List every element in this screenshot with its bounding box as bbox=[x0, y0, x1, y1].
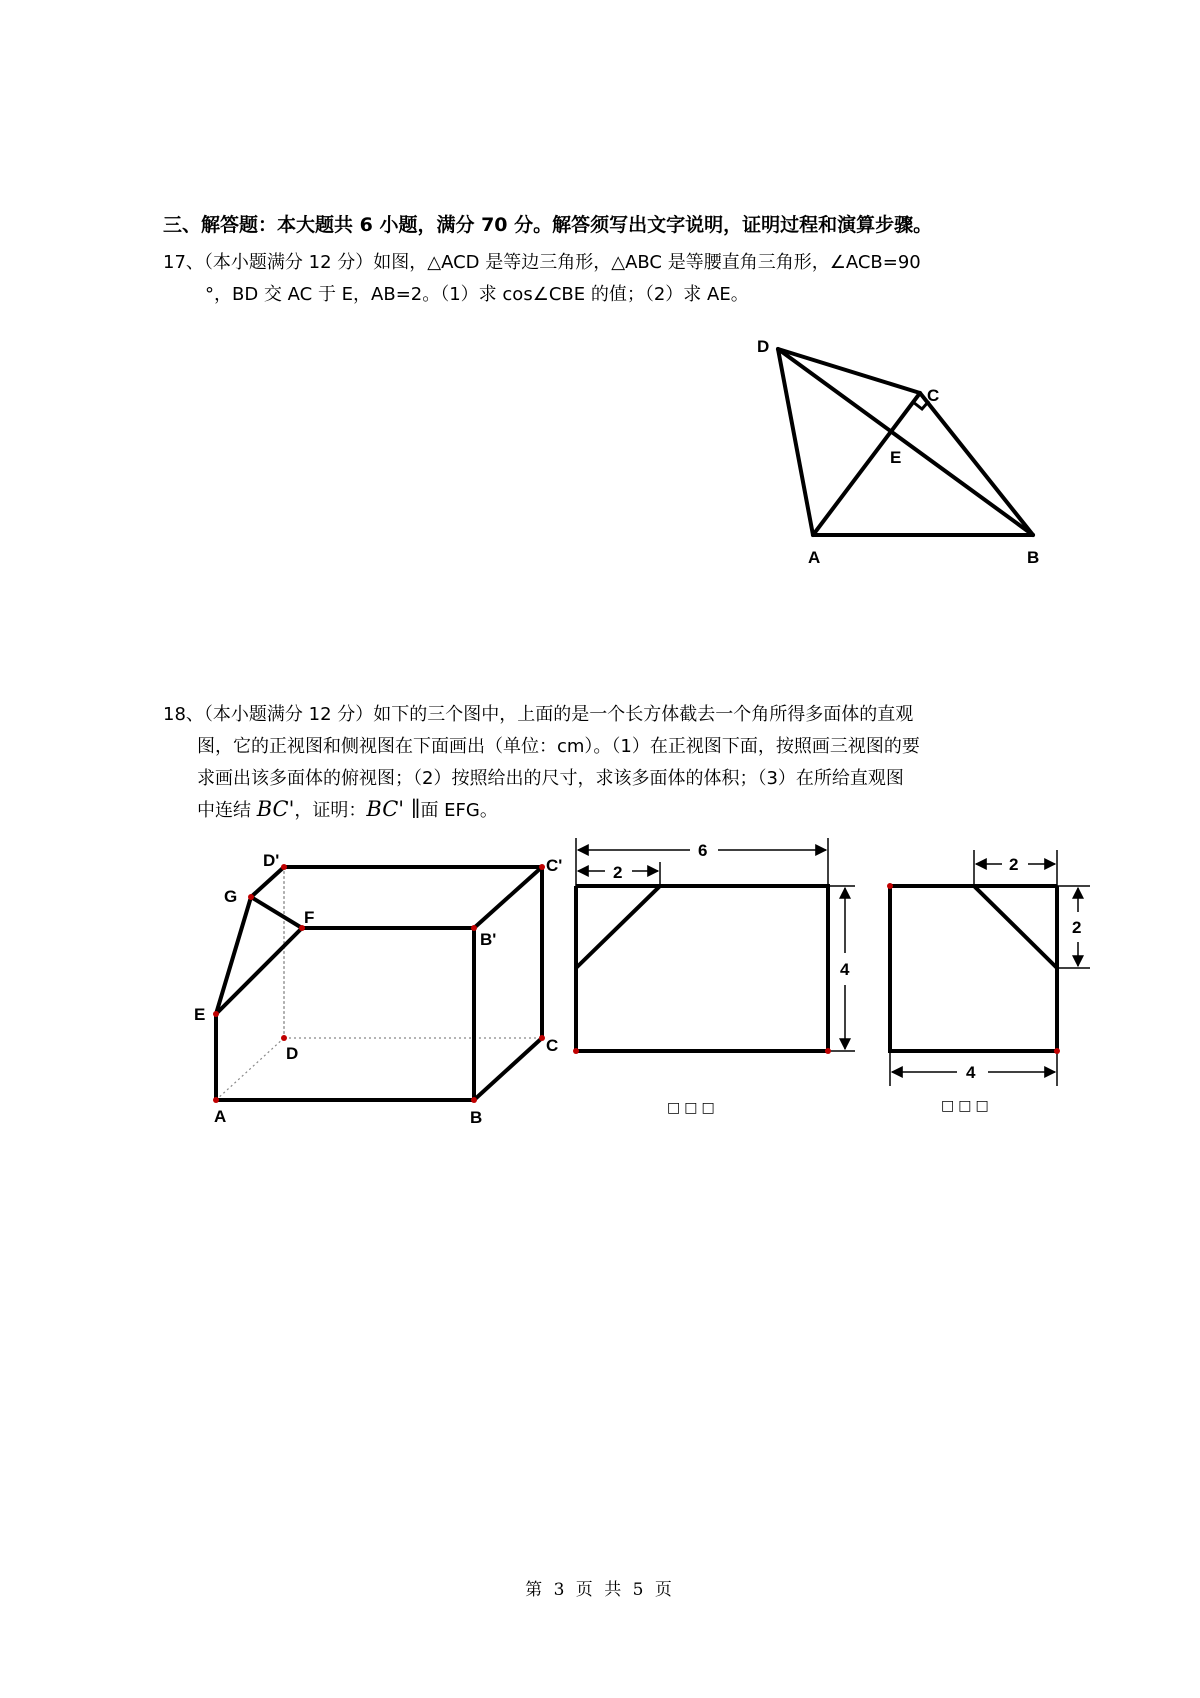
vertex-label-F: F bbox=[304, 908, 315, 927]
side-dim-width: 4 bbox=[966, 1063, 976, 1082]
q17-text-line1: 17、（本小题满分 12 分）如图，△ACD 是等边三角形，△ABC 是等腰直角三角形，∠ACB=90 bbox=[163, 252, 921, 273]
vertex-label-B: B bbox=[470, 1108, 483, 1127]
q18-text-line3: 求画出该多面体的俯视图；（2）按照给出的尺寸，求该多面体的体积；（3）在所给直观图 bbox=[197, 768, 904, 789]
math-bc-prime: BC' bbox=[256, 797, 295, 821]
vertex-label-D: D bbox=[286, 1044, 299, 1063]
point-label-A: A bbox=[808, 548, 821, 567]
vertex-label-A: A bbox=[214, 1107, 227, 1126]
front-dim-cut: 2 bbox=[613, 863, 623, 882]
front-dim-height: 4 bbox=[840, 960, 850, 979]
point-label-D: D bbox=[757, 337, 770, 356]
q18-line4-part-c: 面 EFG。 bbox=[420, 800, 498, 821]
section-title: 三、解答题：本大题共 6 小题，满分 70 分。解答须写出文字说明，证明过程和演算步骤。 bbox=[163, 214, 933, 236]
math-bc-prime-parallel: BC' ∥ bbox=[366, 797, 421, 821]
q18-line4-part-a: 中连结 bbox=[197, 800, 257, 821]
vertex-label-G: G bbox=[224, 887, 238, 906]
q17-text-line2: °，BD 交 AC 于 E，AB=2。（1）求 cos∠CBE 的值；（2）求 AE。 bbox=[205, 284, 749, 305]
point-label-C: C bbox=[927, 386, 940, 405]
q18-text-line1: 18、（本小题满分 12 分）如下的三个图中，上面的是一个长方体截去一个角所得多面体的直观 bbox=[163, 704, 914, 725]
visible-edges bbox=[216, 867, 542, 1100]
front-view bbox=[573, 838, 855, 1116]
vertex-dots bbox=[213, 864, 545, 1103]
side-view-outline bbox=[890, 886, 1057, 1051]
front-dim-width: 6 bbox=[698, 841, 708, 860]
vertex-label-C: C bbox=[546, 1036, 559, 1055]
side-view bbox=[887, 850, 1090, 1114]
vertex-label-E: E bbox=[194, 1005, 206, 1024]
vertex-label-Cp: C' bbox=[546, 856, 563, 875]
side-dim-cut-width: 2 bbox=[1009, 855, 1019, 874]
side-view-caption: □□□ bbox=[941, 1098, 993, 1114]
page-footer: 第 3 页 共 5 页 bbox=[525, 1580, 675, 1600]
vertex-label-Dp: D' bbox=[263, 851, 280, 870]
polyhedron-view bbox=[194, 851, 562, 1127]
front-view-outline bbox=[576, 886, 828, 1051]
point-label-B: B bbox=[1027, 548, 1040, 567]
front-view-caption: □□□ bbox=[667, 1100, 719, 1116]
q18-text-line2: 图，它的正视图和侧视图在下面画出（单位：cm）。（1）在正视图下面，按照画三视图的要 bbox=[197, 736, 920, 757]
q18-line4-part-b: ，证明： bbox=[294, 800, 367, 821]
vertex-label-Bp: B' bbox=[480, 930, 497, 949]
hidden-edges bbox=[216, 867, 542, 1100]
point-label-E: E bbox=[890, 448, 902, 467]
side-dim-cut-height: 2 bbox=[1072, 918, 1082, 937]
